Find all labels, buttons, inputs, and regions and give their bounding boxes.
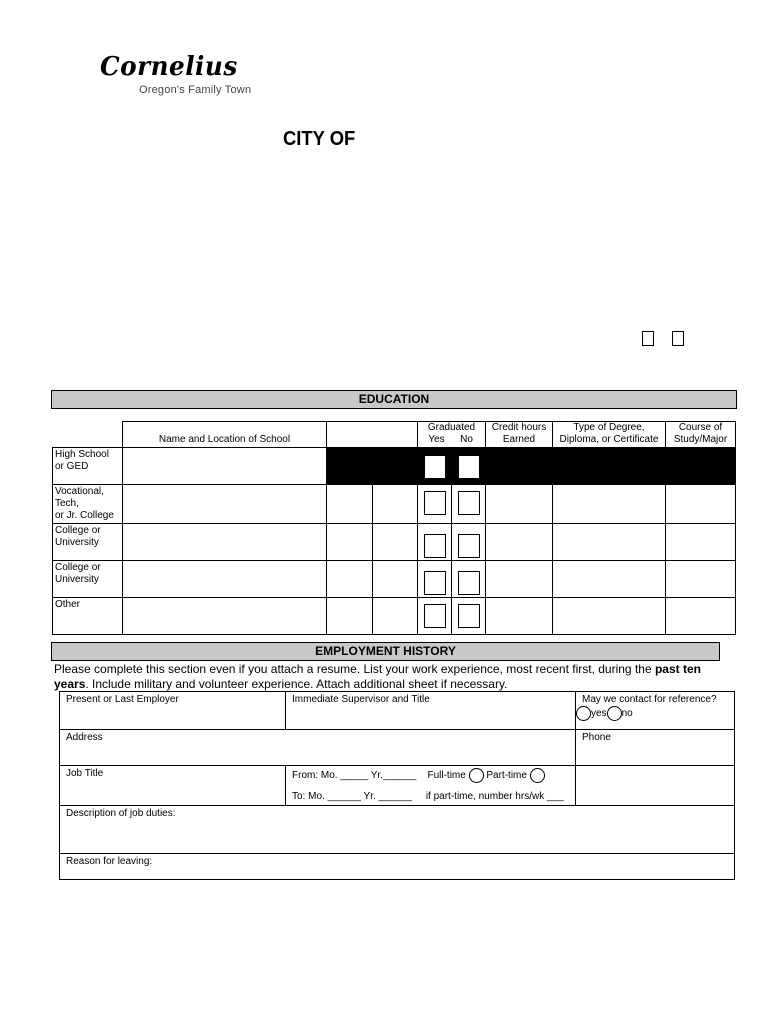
employment-instructions: Please complete this section even if you attach a resume. List your work experience, most recent first, during the past ten years. Include military and volunteer experience. Attach additional sheet if necessary.	[54, 662, 701, 691]
dates-field[interactable]: From: Mo. _____ Yr.______ Full-time Part-time To: Mo. ______ Yr. ______ if part-time, number hrs/wk ___	[286, 766, 576, 806]
table-row-college-2	[53, 561, 736, 598]
education-table	[52, 421, 736, 635]
checkbox-1[interactable]	[642, 331, 654, 346]
table-row-college-1	[53, 524, 736, 561]
degree-type-input[interactable]	[553, 524, 666, 561]
supervisor-field[interactable]: Immediate Supervisor and Title	[286, 692, 576, 730]
row-label: Vocational, Tech, or Jr. College	[53, 485, 123, 524]
credit-hours-input[interactable]	[486, 485, 553, 524]
school-name-input[interactable]	[123, 561, 327, 598]
row-label: College or University	[53, 561, 123, 598]
school-name-input[interactable]	[123, 598, 327, 635]
full-time-radio[interactable]	[469, 768, 484, 783]
row-label: College or University	[53, 524, 123, 561]
school-name-input[interactable]	[123, 485, 327, 524]
to-date: To: Mo. ______ Yr. ______	[292, 791, 412, 802]
table-row-vocational	[53, 485, 736, 524]
degree-type-input[interactable]	[553, 485, 666, 524]
to-input[interactable]	[373, 561, 418, 598]
graduated-no-checkbox[interactable]	[458, 571, 480, 595]
checkbox-2[interactable]	[672, 331, 684, 346]
school-name-input[interactable]	[123, 448, 327, 485]
graduated-no-checkbox[interactable]	[458, 491, 480, 515]
to-input[interactable]	[373, 485, 418, 524]
contact-yes-radio[interactable]	[576, 706, 591, 721]
graduated-yes-checkbox[interactable]	[424, 491, 446, 515]
credit-hours-input[interactable]	[486, 598, 553, 635]
table-row-high-school	[53, 448, 736, 485]
credit-hours-input[interactable]	[486, 524, 553, 561]
graduated-yes-checkbox[interactable]	[424, 455, 446, 479]
degree-type-input[interactable]	[553, 598, 666, 635]
blank-field[interactable]	[576, 766, 735, 806]
course-of-study-input[interactable]	[666, 524, 736, 561]
graduated-yes-checkbox[interactable]	[424, 571, 446, 595]
header-graduated: Graduated Yes No	[418, 422, 486, 448]
graduated-no-checkbox[interactable]	[458, 455, 480, 479]
header-degree-type: Type of Degree, Diploma, or Certificate	[553, 422, 666, 448]
job-title-field[interactable]: Job Title	[60, 766, 286, 806]
contact-no-radio[interactable]	[607, 706, 622, 721]
from-input[interactable]	[327, 561, 373, 598]
graduated-yes-checkbox[interactable]	[424, 604, 446, 628]
job-duties-field[interactable]: Description of job duties:	[60, 806, 735, 854]
city-logo-name: Cornelius	[100, 52, 238, 82]
to-input[interactable]	[373, 598, 418, 635]
course-of-study-input[interactable]	[666, 561, 736, 598]
address-field[interactable]: Address	[60, 730, 576, 766]
city-logo-tagline: Oregon's Family Town	[139, 84, 252, 96]
employment-table	[59, 691, 735, 880]
reason-for-leaving-field[interactable]: Reason for leaving:	[60, 854, 735, 880]
degree-type-input[interactable]	[553, 561, 666, 598]
course-of-study-input[interactable]	[666, 485, 736, 524]
from-date: From: Mo. _____ Yr.______	[292, 770, 417, 782]
graduated-yes-checkbox[interactable]	[424, 534, 446, 558]
present-employer-field[interactable]: Present or Last Employer	[60, 692, 286, 730]
phone-field[interactable]: Phone	[576, 730, 735, 766]
row-label: High School or GED	[53, 448, 123, 485]
table-row-other	[53, 598, 736, 635]
header-course-of-study: Course of Study/Major	[666, 422, 736, 448]
page-title: CITY OF	[283, 128, 356, 150]
graduated-no-checkbox[interactable]	[458, 604, 480, 628]
from-input[interactable]	[327, 524, 373, 561]
graduated-no-checkbox[interactable]	[458, 534, 480, 558]
contact-reference-field: May we contact for reference? yes no	[576, 692, 735, 730]
to-input[interactable]	[373, 524, 418, 561]
school-name-input[interactable]	[123, 524, 327, 561]
credit-hours-input[interactable]	[486, 561, 553, 598]
blocked-cell	[486, 448, 736, 485]
from-input[interactable]	[327, 485, 373, 524]
employment-section-header: EMPLOYMENT HISTORY	[51, 642, 720, 661]
contact-question: May we contact for reference?	[582, 694, 717, 705]
course-of-study-input[interactable]	[666, 598, 736, 635]
blocked-cell	[327, 448, 418, 485]
education-section-header: EDUCATION	[51, 390, 737, 409]
from-input[interactable]	[327, 598, 373, 635]
part-time-radio[interactable]	[530, 768, 545, 783]
header-name-location: Name and Location of School	[123, 422, 327, 448]
row-label: Other	[53, 598, 123, 635]
header-credit-hours: Credit hours Earned	[486, 422, 553, 448]
part-time-hours: if part-time, number hrs/wk ___	[425, 791, 564, 802]
